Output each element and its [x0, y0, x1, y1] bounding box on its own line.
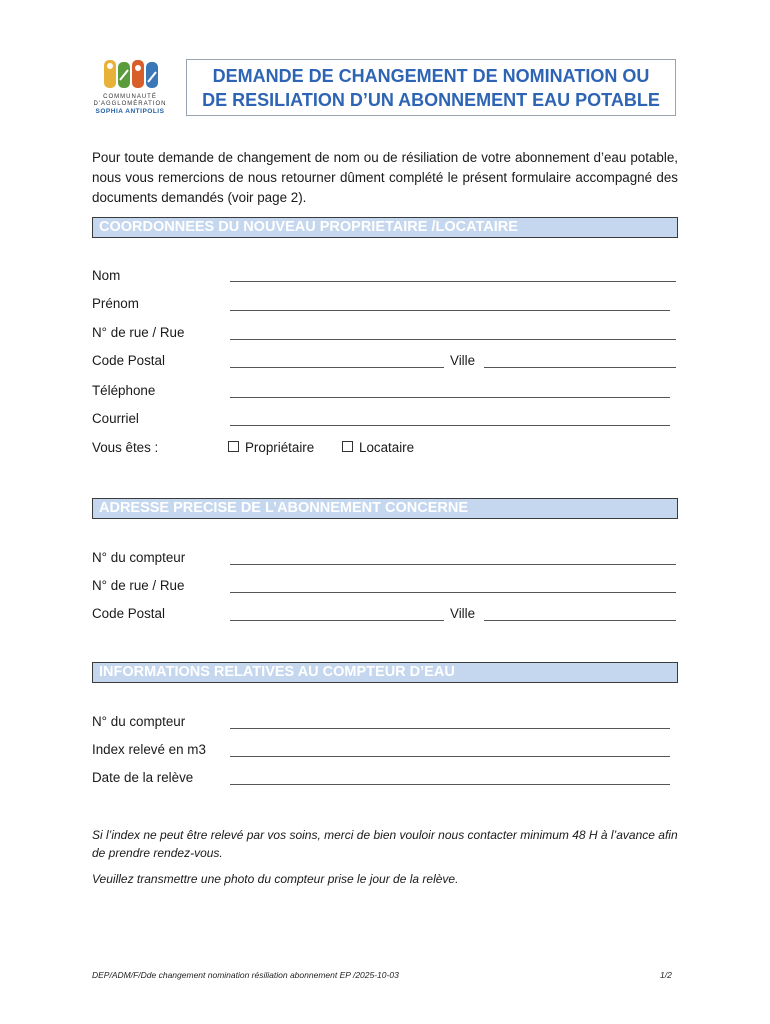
date-releve-field[interactable]: [230, 784, 670, 785]
telephone-field[interactable]: [230, 397, 670, 398]
note-appointment: Si l’index ne peut être relevé par vos soins, merci de bien vouloir nous contacter minimum 48 H à l’avance afin de prendre rendez-vous.: [92, 828, 678, 860]
ville-field[interactable]: [484, 620, 676, 621]
index-field[interactable]: [230, 756, 670, 757]
checkbox-locataire[interactable]: [342, 440, 414, 456]
label-compteur: N° du compteur: [92, 550, 186, 565]
checkbox-square-icon[interactable]: [228, 441, 239, 452]
form-title-line1: DEMANDE DE CHANGEMENT DE NOMINATION OU: [212, 66, 650, 86]
label-compteur: N° du compteur: [92, 714, 186, 729]
ville-field[interactable]: [484, 367, 676, 368]
label-nom: Nom: [92, 268, 121, 283]
courriel-field[interactable]: [230, 425, 670, 426]
form-title-line2: DE RESILIATION D’UN ABONNEMENT EAU POTABLE: [202, 90, 660, 110]
nom-field[interactable]: [230, 281, 676, 282]
checkbox-proprietaire[interactable]: [228, 440, 314, 456]
logo-caption-line: D'AGGLOMÉRATION: [93, 101, 167, 107]
logo-caption: [90, 94, 170, 115]
section-new-owner-header: COORDONNEES DU NOUVEAU PROPRIETAIRE /LOCATAIRE: [92, 217, 678, 238]
note-photo: Veuillez transmettre une photo du compteur prise le jour de la relève.: [92, 872, 459, 886]
label-index: Index relevé en m3: [92, 742, 206, 757]
logo-caption-line: COMMUNAUTÉ: [103, 94, 157, 100]
compteur-field[interactable]: [230, 564, 676, 565]
intro-paragraph: Pour toute demande de changement de nom ou de résiliation de votre abonnement d’eau potable, nous vous remercions de nous retourner dûment complété le présent formulaire accompagné des documents demandés (voir page 2).: [92, 150, 678, 205]
label-rue: N° de rue / Rue: [92, 325, 185, 340]
footer-reference: DEP/ADM/F/Dde changement nomination résiliation abonnement EP /2025-10-03: [92, 970, 399, 980]
compteur-field[interactable]: [230, 728, 670, 729]
section-meter-info-header: INFORMATIONS RELATIVES AU COMPTEUR D’EAU: [92, 662, 678, 683]
code-postal-field[interactable]: [230, 367, 444, 368]
label-courriel: Courriel: [92, 411, 139, 426]
label-code-postal: Code Postal: [92, 606, 165, 621]
label-prenom: Prénom: [92, 296, 139, 311]
label-code-postal: Code Postal: [92, 353, 165, 368]
label-ville: Ville: [450, 606, 476, 621]
form-title: [186, 59, 676, 116]
checkbox-square-icon[interactable]: [342, 441, 353, 452]
logo-caption-line: SOPHIA ANTIPOLIS: [95, 108, 165, 115]
label-ville: Ville: [450, 353, 476, 368]
option-proprietaire-label: Propriétaire: [245, 440, 315, 455]
rue-field[interactable]: [230, 339, 676, 340]
prenom-field[interactable]: [230, 310, 670, 311]
label-telephone: Téléphone: [92, 383, 156, 398]
label-vous-etes: Vous êtes :: [92, 440, 159, 455]
rue-field[interactable]: [230, 592, 676, 593]
label-date-releve: Date de la relève: [92, 770, 194, 785]
code-postal-field[interactable]: [230, 620, 444, 621]
option-locataire-label: Locataire: [359, 440, 415, 455]
section-subscription-address-header: ADRESSE PRECISE DE L’ABONNEMENT CONCERNE: [92, 498, 678, 519]
label-rue: N° de rue / Rue: [92, 578, 185, 593]
page-number: 1/2: [660, 970, 672, 980]
